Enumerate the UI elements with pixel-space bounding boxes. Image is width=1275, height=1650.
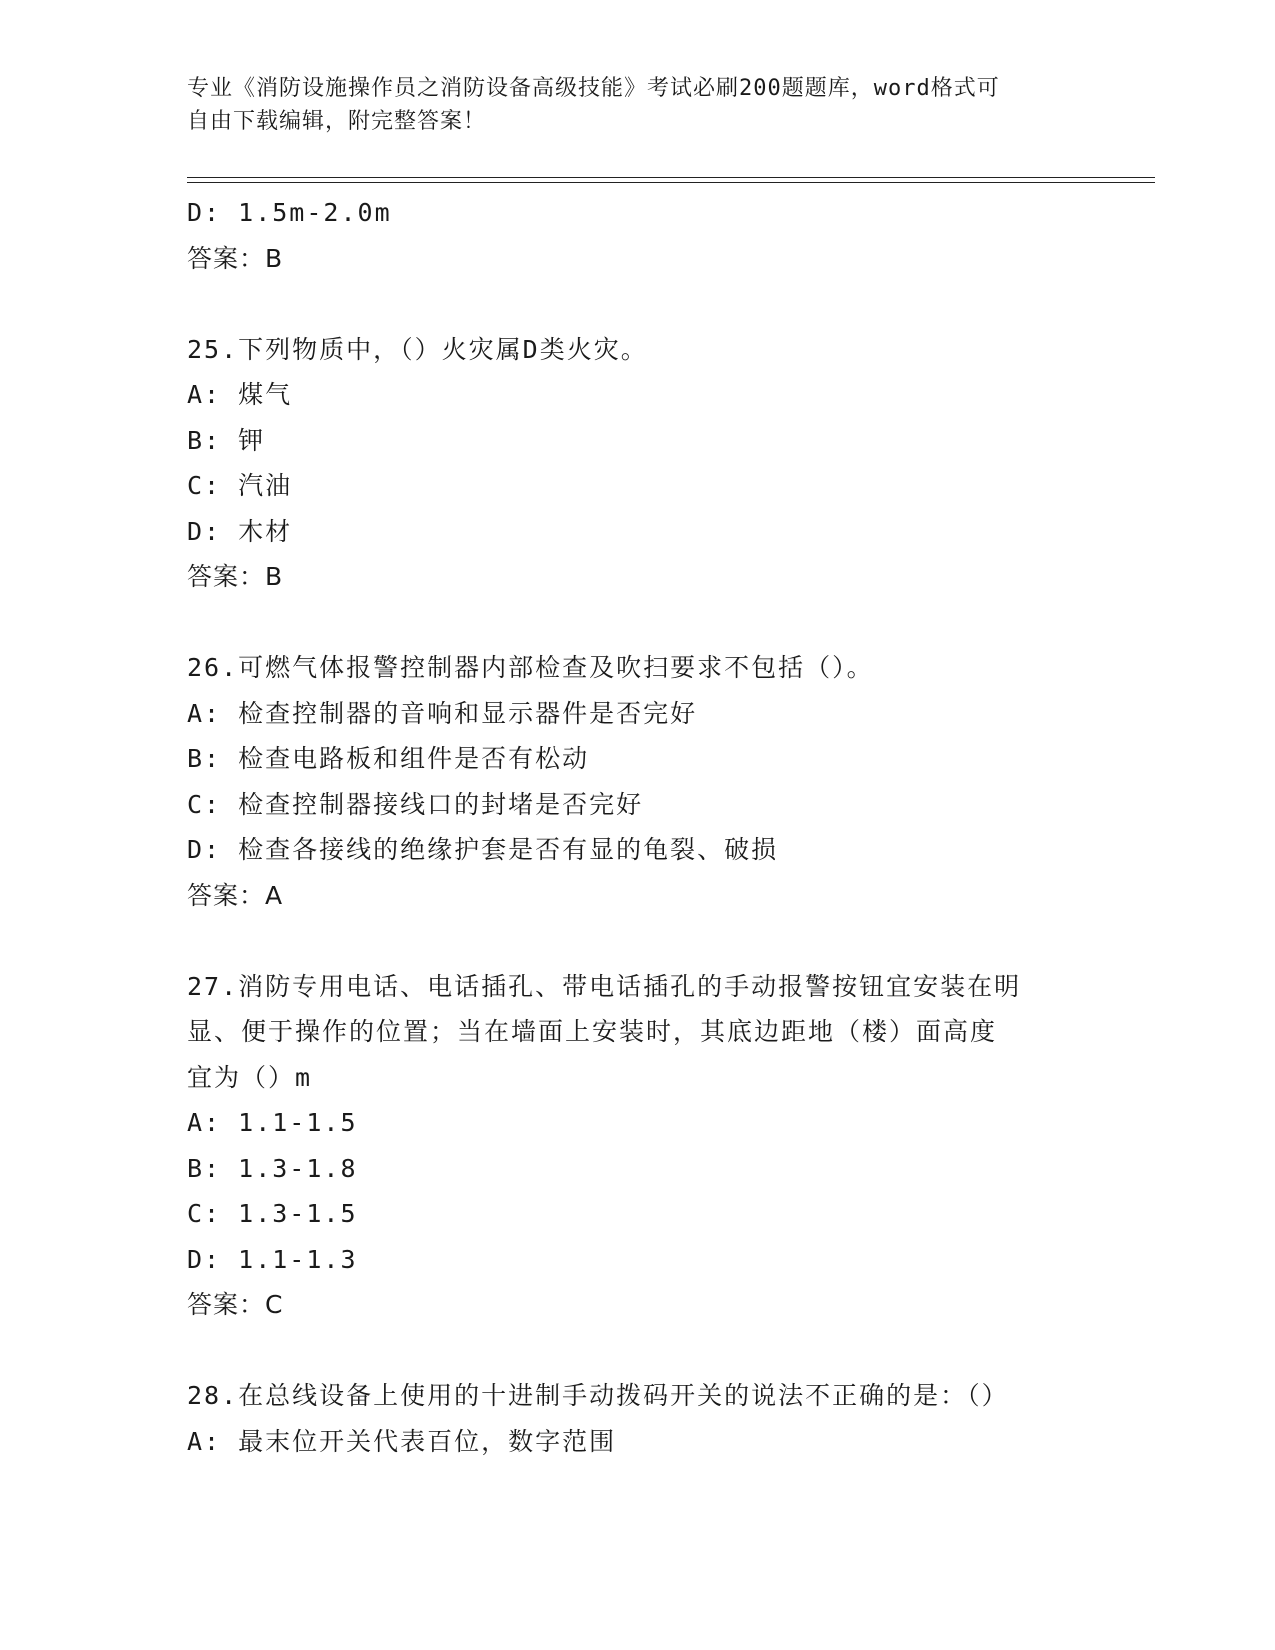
question-28 [187, 1373, 1087, 1464]
answer: 答案：A [187, 880, 284, 910]
option-d: D: 木材 [187, 516, 293, 546]
header-divider-top [187, 177, 1155, 178]
header-line-2: 自由下载编辑，附完整答案！ [187, 109, 487, 134]
question-stem: 25.下列物质中，（）火灾属D类火灾。 [187, 334, 648, 364]
question-27 [187, 964, 1087, 1328]
option-b: B: 检查电路板和组件是否有松动 [187, 744, 590, 773]
option-b: B: 钾 [187, 425, 266, 455]
option-a: A: 1.1-1.5 [187, 1108, 358, 1137]
option-c: C: 汽油 [187, 471, 293, 500]
option-a: A: 检查控制器的音响和显示器件是否完好 [187, 698, 698, 728]
option-a: A: 最末位开关代表百位，数字范围 [187, 1426, 617, 1456]
option-d: D: 1.1-1.3 [187, 1244, 358, 1274]
option-b: B: 1.3-1.8 [187, 1153, 358, 1183]
option-a: A: 煤气 [187, 380, 293, 409]
question-26 [187, 645, 1087, 918]
question-stem-line-3: 宜为（）m [187, 1062, 313, 1092]
header-divider-bottom [187, 182, 1155, 183]
document-header [187, 72, 1067, 138]
question-stem-line-1: 27.消防专用电话、电话插孔、带电话插孔的手动报警按钮宜安装在明 [187, 971, 1022, 1001]
option-d: D: 检查各接线的绝缘护套是否有显的龟裂、破损 [187, 835, 779, 864]
question-stem: 28.在总线设备上使用的十进制手动拨码开关的说法不正确的是：（） [187, 1381, 1009, 1410]
option-c: C: 检查控制器接线口的封堵是否完好 [187, 789, 644, 819]
option-c: C: 1.3-1.5 [187, 1199, 358, 1228]
question-25 [187, 327, 1087, 600]
question-list [187, 190, 1087, 1464]
answer: 答案：C [187, 1290, 284, 1319]
answer: 答案：B [187, 562, 284, 591]
prev-option-d: D: 1.5m-2.0m [187, 198, 392, 227]
question-stem-line-2: 显、便于操作的位置；当在墙面上安装时，其底边距地（楼）面高度 [187, 1017, 998, 1046]
header-line-1: 专业《消防设施操作员之消防设备高级技能》考试必刷200题题库，word格式可 [187, 76, 1000, 101]
prev-answer: 答案：B [187, 243, 284, 273]
question-stem: 26.可燃气体报警控制器内部检查及吹扫要求不包括（）。 [187, 653, 874, 682]
